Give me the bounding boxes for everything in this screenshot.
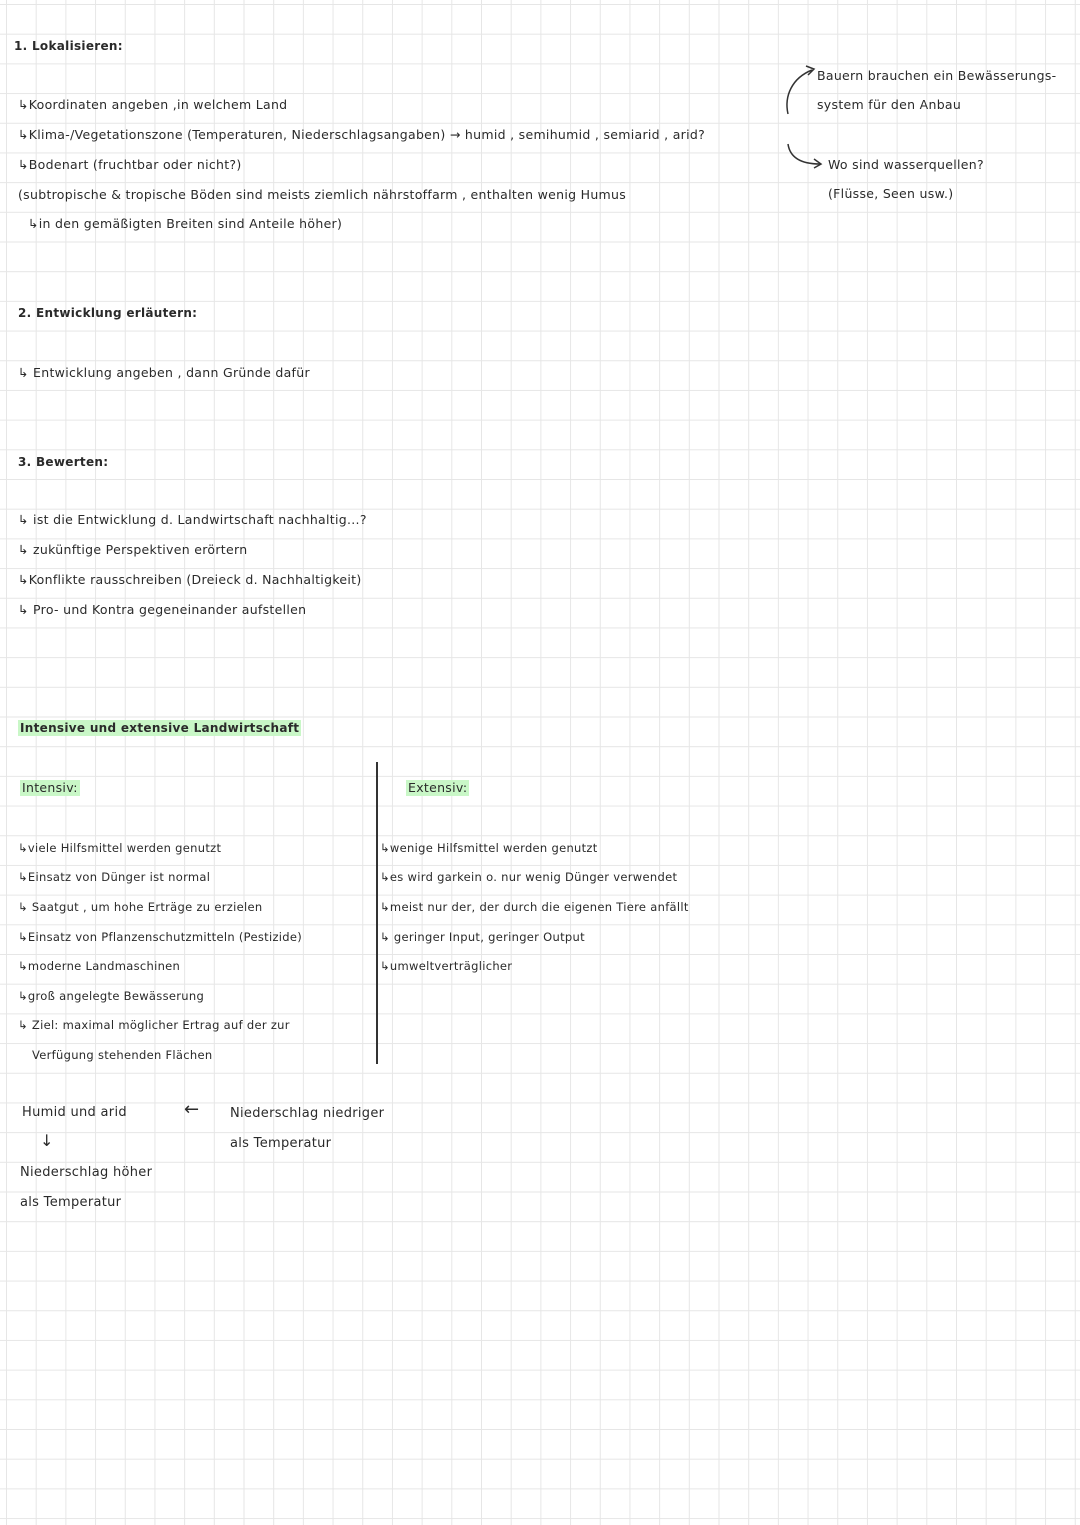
column-divider	[376, 762, 378, 1064]
extensiv-line: ↳wenige Hilfsmittel werden genutzt	[380, 841, 598, 855]
extensiv-line: ↳meist nur der, der durch die eigenen Tiere anfällt	[380, 900, 689, 914]
note-line: ↳ ist die Entwicklung d. Landwirtschaft nachhaltig...?	[18, 512, 367, 527]
note-line: ↳in den gemäßigten Breiten sind Anteile höher)	[28, 216, 343, 231]
note-line: ↳Bodenart (fruchtbar oder nicht?)	[18, 157, 242, 172]
note-line: (subtropische & tropische Böden sind meists ziemlich nährstoffarm , enthalten wenig Humus	[18, 187, 627, 202]
extensiv-heading: Extensiv:	[408, 780, 468, 795]
note-line: ↳Konflikte rausschreiben (Dreieck d. Nachhaltigkeit)	[18, 572, 362, 587]
left-arrow-icon: ←	[184, 1099, 200, 1120]
side-note-line: (Flüsse, Seen usw.)	[828, 186, 954, 201]
side-note-line: system für den Anbau	[817, 97, 962, 112]
intensiv-line: ↳groß angelegte Bewässerung	[18, 989, 205, 1003]
climate-bottom-line: als Temperatur	[20, 1195, 122, 1210]
note-line: ↳ Pro- und Kontra gegeneinander aufstellen	[18, 602, 307, 617]
climate-bottom-line: Niederschlag höher	[20, 1165, 153, 1180]
climate-right-line: Niederschlag niedriger	[230, 1106, 385, 1121]
note-line: ↳Koordinaten angeben ,in welchem Land	[18, 97, 288, 112]
side-note-line: Wo sind wasserquellen?	[828, 157, 984, 172]
intensiv-line: ↳moderne Landmaschinen	[18, 959, 181, 973]
down-arrow-icon: ↓	[40, 1131, 54, 1150]
intensiv-line: Verfügung stehenden Flächen	[32, 1048, 213, 1062]
section-1-heading: 1. Lokalisieren:	[14, 39, 123, 53]
intensiv-line: ↳Einsatz von Dünger ist normal	[18, 870, 211, 884]
extensiv-line: ↳ geringer Input, geringer Output	[380, 930, 585, 944]
intensiv-line: ↳ Saatgut , um hohe Erträge zu erzielen	[18, 900, 263, 914]
intensiv-line: ↳Einsatz von Pflanzenschutzmitteln (Pestizide)	[18, 930, 303, 944]
intensiv-line: ↳viele Hilfsmittel werden genutzt	[18, 841, 222, 855]
climate-left-top: Humid und arid	[22, 1105, 127, 1120]
section-3-heading: 3. Bewerten:	[18, 455, 109, 469]
intensiv-line: ↳ Ziel: maximal möglicher Ertrag auf der zur	[18, 1018, 290, 1032]
section-4-heading: Intensive und extensive Landwirtschaft	[20, 721, 300, 735]
note-line: ↳ Entwicklung angeben , dann Gründe dafür	[18, 365, 310, 380]
bracket-arrow-icon	[778, 62, 818, 172]
extensiv-line: ↳es wird garkein o. nur wenig Dünger verwendet	[380, 870, 678, 884]
side-note-line: Bauern brauchen ein Bewässerungs-	[817, 68, 1057, 83]
intensiv-heading: Intensiv:	[22, 780, 78, 795]
note-line: ↳Klima-/Vegetationszone (Temperaturen, Niederschlagsangaben) → humid , semihumid , semiarid , arid?	[18, 127, 706, 142]
climate-right-line: als Temperatur	[230, 1136, 332, 1151]
extensiv-line: ↳umweltverträglicher	[380, 959, 513, 973]
note-line: ↳ zukünftige Perspektiven erörtern	[18, 542, 248, 557]
section-2-heading: 2. Entwicklung erläutern:	[18, 306, 198, 320]
